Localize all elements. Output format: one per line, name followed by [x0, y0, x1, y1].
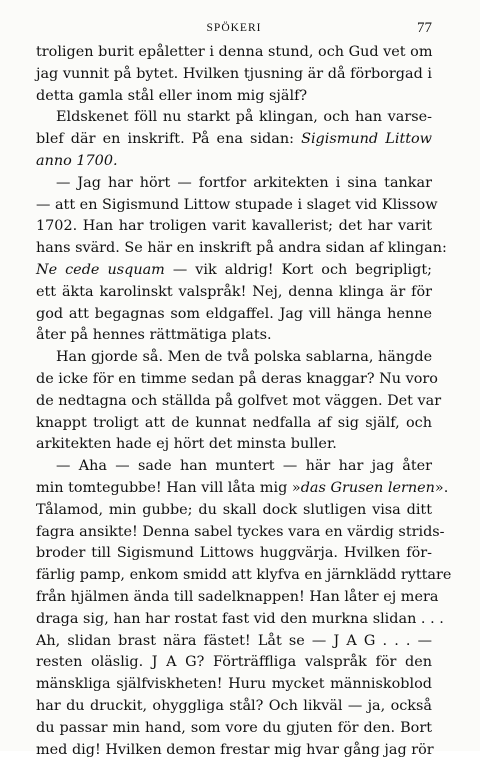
text-line	[36, 696, 432, 718]
text-line	[36, 500, 432, 522]
text-segment: Han gjorde så. Men de två polska sablarna, hängde	[56, 349, 432, 365]
text-line	[36, 325, 432, 347]
text-line	[36, 652, 432, 674]
text-segment: jag vunnit på bytet. Hvilken tjusning är då förborgad i	[36, 66, 432, 82]
text-line	[36, 456, 432, 478]
text-segment: broder till Sigismund Littows huggvärja. Hvilken för-	[36, 545, 432, 561]
text-segment: färlig pamp, enkom smidd att klyfva en järnklädd ryttare	[36, 567, 451, 583]
text-segment: draga sig, han har rostat fast vid den murkna slidan . . .	[36, 611, 444, 627]
text-segment: åter på hennes rättmätiga plats.	[36, 327, 272, 343]
italic-segment: anno 1700.	[36, 153, 118, 169]
text-line	[36, 740, 432, 761]
text-segment: har du druckit, ohyggliga stål? Och likväl — ja, också	[36, 698, 432, 714]
italic-segment: das Grusen lernen	[301, 480, 435, 496]
text-segment: — vik aldrig! Kort och begripligt;	[165, 262, 432, 278]
text-line	[36, 565, 432, 587]
text-line	[36, 129, 432, 151]
running-head: SPÖKERI	[36, 18, 432, 38]
text-segment: god att begagnas som eldgaffel. Jag vill hänga henne	[36, 306, 432, 322]
text-line	[36, 631, 432, 653]
text-line	[36, 587, 432, 609]
text-segment: blef där en inskrift. På ena sidan:	[36, 131, 301, 147]
text-line	[36, 347, 432, 369]
text-line	[36, 434, 432, 456]
text-segment: de nedtagna och ställda på golfvet mot väggen. Det var	[36, 393, 441, 409]
text-line	[36, 543, 432, 565]
text-line	[36, 64, 432, 86]
text-segment: ett äkta karolinskt valspråk! Nej, denna klinga är för	[36, 284, 432, 300]
text-line	[36, 369, 432, 391]
page-number: 77	[417, 18, 432, 38]
text-line	[36, 216, 432, 238]
text-segment: min tomtegubbe! Han vill låta mig »	[36, 480, 301, 496]
text-line	[36, 609, 432, 631]
text-segment: de icke för en timme sedan på deras knaggar? Nu voro	[36, 371, 438, 387]
text-line	[36, 674, 432, 696]
text-segment: knappt troligt att de kunnat nedfalla af sig själf, och	[36, 415, 432, 431]
text-segment: — Aha — sade han muntert — här har jag åter	[56, 458, 432, 474]
text-segment: du passar min hand, som vore du gjuten för den. Bort	[36, 720, 432, 736]
text-line	[36, 151, 432, 173]
text-segment: fagra ansikte! Denna sabel tyckes vara en värdig strids-	[36, 524, 445, 540]
text-line	[36, 86, 432, 108]
text-segment: hans svärd. Se här en inskrift på andra sidan af klingan:	[36, 240, 447, 256]
text-segment: Eldskenet föll nu starkt på klingan, och han varse-	[56, 109, 432, 125]
text-segment: Tålamod, min gubbe; du skall dock slutligen visa ditt	[36, 502, 432, 518]
text-line	[36, 304, 432, 326]
text-segment: detta gamla stål eller inom mig själf?	[36, 88, 307, 104]
text-line	[36, 42, 432, 64]
italic-segment: Ne cede usquam	[36, 262, 165, 278]
text-line	[36, 238, 432, 260]
page-header	[36, 18, 432, 38]
text-segment: från hjälmen ända till sadelknappen! Han låter ej mera	[36, 589, 438, 605]
text-line	[36, 478, 432, 500]
text-segment: med dig! Hvilken demon frestar mig hvar gång jag rör	[36, 742, 434, 758]
text-segment: 1702. Han har troligen varit kavallerist; det har varit	[36, 218, 432, 234]
text-line	[36, 282, 432, 304]
text-line	[36, 195, 432, 217]
text-segment: — Jag har hört — fortfor arkitekten i sina tankar	[56, 175, 432, 191]
text-line	[36, 107, 432, 129]
text-segment: troligen burit epåletter i denna stund, och Gud vet om	[36, 44, 432, 60]
italic-segment: Sigismund Littow	[301, 131, 432, 147]
text-segment: ».	[435, 480, 448, 496]
text-segment: resten oläslig. J A G? Förträffliga valspråk för den	[36, 654, 432, 670]
text-line	[36, 391, 432, 413]
text-line	[36, 413, 432, 435]
text-line	[36, 260, 432, 282]
text-segment: arkitekten hade ej hört det minsta buller.	[36, 436, 337, 452]
text-segment: mänskliga själfviskheten! Huru mycket människoblod	[36, 676, 432, 692]
text-segment: Ah, slidan brast nära fästet! Låt se — J A G . . . —	[36, 633, 432, 649]
text-line	[36, 718, 432, 740]
text-line	[36, 522, 432, 544]
text-segment: — att en Sigismund Littow stupade i slaget vid Klissow	[36, 197, 438, 213]
text-line	[36, 173, 432, 195]
body-text	[36, 42, 432, 761]
